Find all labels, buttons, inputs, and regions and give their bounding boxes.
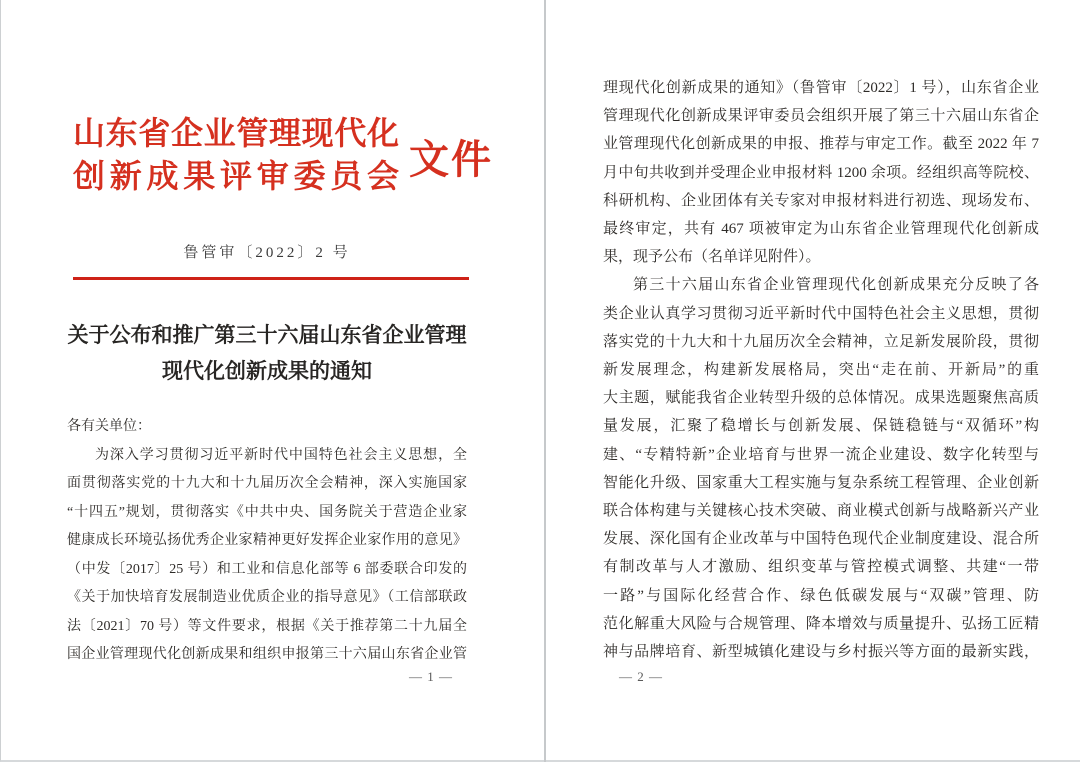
- doc-number: 鲁管审〔2022〕2 号: [183, 245, 351, 261]
- text-line: 国企业管理现代化创新成果和组织申报第三十六届山东省企业管: [67, 647, 467, 662]
- text-line: 果，现予公布（名单详见附件）。: [603, 249, 821, 266]
- text-line: 发展、深化国有企业改革与中国特色现代企业制度建设、混合所: [603, 531, 1039, 548]
- document-title-line-2: 现代化创新成果的通知: [162, 359, 372, 383]
- page-2-body: [603, 74, 1039, 666]
- text-line: 量发展，汇聚了稳增长与创新发展、保链稳链与“双循环”构: [603, 418, 1039, 435]
- text-line: 健康成长环境弘扬优秀企业家精神更好发挥企业家作用的意见》: [67, 533, 467, 548]
- page-1: [65, 0, 493, 762]
- text-line: 第三十六届山东省企业管理现代化创新成果充分反映了各: [633, 277, 1039, 294]
- page-2-number: — 2 —: [619, 669, 663, 684]
- org-name-line-2: 创新成果评审委员会: [73, 158, 399, 194]
- text-line: 理现代化创新成果的通知》（鲁管审〔2022〕1 号），山东省企业: [603, 80, 1039, 96]
- text-line: 《关于加快培育发展制造业优质企业的指导意见》（工信部联政: [67, 590, 467, 605]
- doc-type-label: 文件: [409, 137, 493, 182]
- page-1-number: — 1 —: [409, 669, 453, 684]
- letterhead-org-name: [73, 112, 399, 198]
- text-line: 管理现代化创新成果评审委员会组织开展了第三十六届山东省企: [603, 108, 1039, 125]
- text-line: 有制改革与人才激励、组织变革与管控模式调整、共建“一带: [603, 559, 1039, 576]
- text-line: 神与品牌培育、新型城镇化建设与乡村振兴等方面的最新实践，: [603, 644, 1039, 661]
- text-line: “十四五”规划，贯彻落实《中共中央、国务院关于营造企业家: [67, 504, 467, 520]
- text-line: 为深入学习贯彻习近平新时代中国特色社会主义思想，全: [95, 447, 467, 463]
- text-line: 联合体构建与关键核心技术突破、商业模式创新与战略新兴产业: [603, 503, 1039, 520]
- text-line: 业管理现代化创新成果的申报、推荐与审定工作。截至 2022 年 7: [603, 136, 1039, 153]
- text-line: 面贯彻落实党的十九大和十九届历次全会精神，深入实施国家: [67, 476, 467, 491]
- text-line: 类企业认真学习贯彻习近平新时代中国特色社会主义思想，贯彻: [603, 305, 1039, 322]
- text-line: 科研机构、企业团体有关专家对申报材料进行初选、现场发布、: [603, 192, 1039, 209]
- page-2: [603, 0, 1039, 762]
- text-line: 建、“专精特新”企业培育与世界一流企业建设、数字化转型与: [603, 446, 1039, 463]
- page-1-body: [67, 413, 467, 670]
- text-line: 最终审定，共有 467 项被审定为山东省企业管理现代化创新成: [603, 221, 1039, 238]
- text-line: 月中旬共收到并受理企业申报材料 1200 余项。经组织高等院校、: [603, 164, 1039, 181]
- text-line: 各有关单位：: [67, 419, 151, 434]
- text-line: （中发〔2017〕25 号）和工业和信息化部等 6 部委联合印发的: [67, 561, 467, 577]
- text-line: 新发展理念，构建新发展格局，突出“走在前、开新局”的重: [603, 362, 1039, 379]
- document-title-line-1: 关于公布和推广第三十六届山东省企业管理: [67, 323, 467, 347]
- text-line: 落实党的十九大和十九届历次全会精神，立足新发展阶段，贯彻: [603, 333, 1039, 350]
- page-divider: [544, 0, 546, 762]
- text-line: 大主题，赋能我省企业转型升级的总体情况。成果选题聚焦高质: [603, 390, 1039, 407]
- org-name-line-1: 山东省企业管理现代化: [73, 115, 399, 151]
- text-line: 一路”与国际化经营合作、绿色低碳发展与“双碳”管理、防: [603, 587, 1039, 604]
- text-line: 法〔2021〕70 号）等文件要求，根据《关于推荐第二十九届全: [67, 618, 467, 634]
- text-line: 范化解重大风险与合规管理、降本增效与质量提升、弘扬工匠精: [603, 615, 1039, 632]
- document-title: [65, 317, 469, 389]
- red-divider-rule: [73, 277, 469, 280]
- text-line: 智能化升级、国家重大工程实施与复杂系统工程管理、企业创新: [603, 474, 1039, 491]
